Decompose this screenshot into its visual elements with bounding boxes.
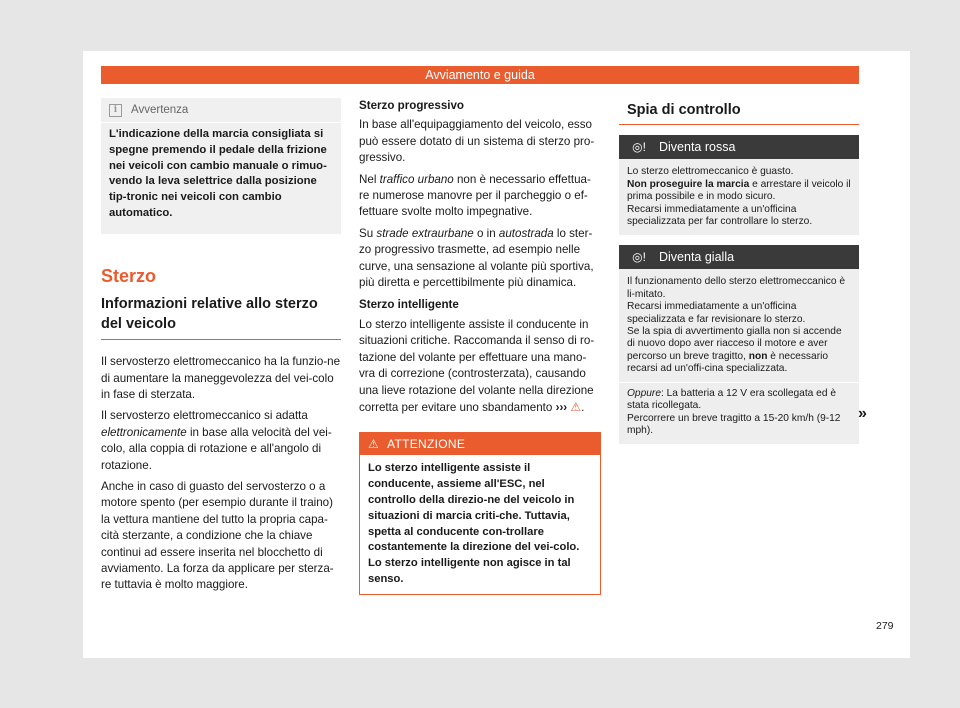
red-lamp-text: Lo sterzo elettromeccanico è guasto. Non proseguire la marcia e arrestare il veicolo il prima possibile e in modo sicuro. Recarsi immediatamente a un'officina specializzata per far controllare lo sterzo.: [619, 159, 859, 235]
yellow-lamp-panel: [619, 245, 859, 444]
steering-warning-icon: ◎!: [632, 140, 646, 155]
red-lamp-header: [619, 135, 859, 159]
steering-warning-icon: ◎!: [632, 250, 646, 265]
note-label: Avvertenza: [131, 103, 189, 116]
column-right: [619, 98, 859, 454]
paragraph: Nel traffico urbano non è necessario effettua-re numerose manovre per il parcheggio o ef-fettuare svolte molto impegnative.: [359, 172, 591, 219]
yellow-lamp-header: [619, 245, 859, 269]
warning-triangle-icon: ⚠: [368, 437, 380, 452]
chapter-header: Avviamento e guida: [101, 66, 859, 84]
subsection-title: Informazioni relative allo sterzo del veicolo: [101, 294, 341, 340]
paragraph: Anche in caso di guasto del servosterzo o a motore spento (per esempio durante il traino) la vettura mantiene del tutto la propria capa-cità sterzante, a condizione che la chiave continui ad essere inserita nel blocchetto di avviamento. La forza da applicare per sterza-re tuttavia è molto maggiore.: [101, 480, 334, 592]
page-number: 279: [876, 620, 894, 632]
column-left: [101, 98, 341, 599]
cross-reference-arrows[interactable]: ›››: [555, 400, 568, 414]
paragraph: Lo sterzo intelligente assiste il conducente in situazioni critiche. Raccomanda il senso di ro-tazione del volante per effettuare una mano-vra di correzione (controsterzata), causando una lieve rotazione del volante nella direzione corretta per evitare uno sbandamento ››› ⚠.: [359, 317, 595, 414]
divider: [619, 382, 859, 383]
note-text: L'indicazione della marcia consigliata si spegne premendo il pedale della frizione nei veicoli con cambio manuale o rimuo-vendo la leva selettrice dalla posizione tip-tronic nei veicoli con cambio automatico.: [109, 128, 327, 219]
warning-label: ATTENZIONE: [387, 437, 466, 452]
note-header: [101, 98, 341, 123]
heading-progressive-steering: Sterzo progressivo: [359, 99, 465, 112]
warning-box: [359, 432, 601, 594]
yellow-lamp-text: Il funzionamento dello sterzo elettromeccanico è li-mitato. Recarsi immediatamente a un'officina specializzata e far revisionare lo sterzo. Se la spia di avvertimento gialla non si accende di nuovo dopo aver riacceso il motore e aver percorso un breve tragitto, non è necessario recarsi ad un'offi-cina specializzata. Oppure: La batteria a 12 V era scollegata ed è stata ricollegata. Percorrere un breve tragitto a 15-20 km/h (9-12 mph).: [619, 269, 859, 444]
paragraph: Su strade extraurbane o in autostrada lo ster-zo progressivo trasmette, ad esempio nelle curve, una sensazione al volante più sportiva, più diretta e percettibilmente più dinamica.: [359, 226, 594, 290]
next-page-arrow[interactable]: »: [858, 405, 867, 422]
column-middle: [359, 98, 601, 595]
info-icon: i: [109, 104, 122, 117]
red-lamp-panel: [619, 135, 859, 235]
indicator-lamp-title: Spia di controllo: [619, 98, 859, 125]
paragraph: Il servosterzo elettromeccanico si adatta elettronicamente in base alla velocità del vei-colo, alla coppia di rotazione e all'angolo di rotazione.: [101, 409, 332, 472]
warning-header: [360, 433, 600, 455]
yellow-lamp-label: Diventa gialla: [659, 250, 735, 265]
note-box: [101, 98, 341, 234]
heading-intelligent-steering: Sterzo intelligente: [359, 298, 459, 312]
warning-text: Lo sterzo intelligente assiste il conducente, assieme all'ESC, nel controllo della direzio-ne del veicolo in situazioni di marcia criti-che. Tuttavia, spetta al conducente con-trollare costantemente la direzione del vei-colo. Lo sterzo intelligente non agisce in tal senso.: [368, 462, 580, 585]
red-lamp-label: Diventa rossa: [659, 140, 736, 155]
paragraph: In base all'equipaggiamento del veicolo, esso può essere dotato di un sistema di sterzo pro-gressivo.: [359, 118, 595, 165]
section-title: Sterzo: [101, 265, 157, 286]
warning-triangle-icon: ⚠: [570, 399, 582, 414]
paragraph: Il servosterzo elettromeccanico ha la funzio-ne di aumentare la maneggevolezza del vei-colo in fase di sterzata.: [101, 355, 341, 401]
